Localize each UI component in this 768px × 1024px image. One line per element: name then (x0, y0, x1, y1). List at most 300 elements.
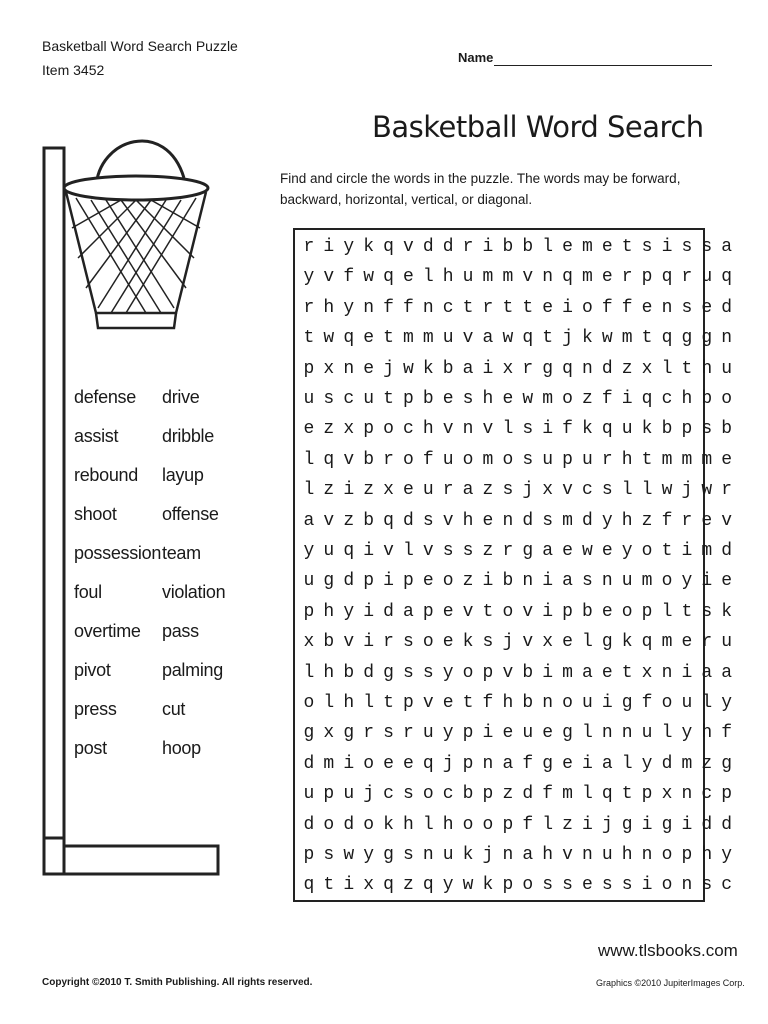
grid-letter[interactable]: s (462, 541, 474, 561)
grid-letter[interactable]: f (402, 297, 414, 318)
grid-letter[interactable]: v (323, 510, 335, 531)
grid-letter[interactable]: h (502, 693, 514, 713)
grid-letter[interactable]: w (462, 875, 474, 896)
grid-letter[interactable]: u (462, 267, 474, 288)
grid-letter[interactable]: l (303, 662, 315, 683)
grid-letter[interactable]: z (641, 510, 653, 531)
grid-letter[interactable]: x (542, 632, 554, 653)
grid-letter[interactable]: p (641, 784, 653, 805)
grid-letter[interactable]: o (641, 541, 653, 561)
grid-letter[interactable]: y (681, 571, 693, 592)
grid-letter[interactable]: d (522, 510, 534, 531)
grid-letter[interactable]: v (442, 419, 454, 440)
grid-letter[interactable]: c (721, 875, 733, 896)
grid-letter[interactable]: n (661, 662, 673, 683)
grid-letter[interactable]: o (363, 753, 375, 774)
grid-letter[interactable]: i (681, 662, 693, 683)
grid-letter[interactable]: v (422, 693, 434, 713)
grid-letter[interactable]: u (442, 328, 454, 349)
grid-letter[interactable]: m (641, 571, 653, 592)
grid-letter[interactable]: w (582, 541, 593, 561)
grid-letter[interactable]: l (422, 814, 434, 835)
grid-letter[interactable]: m (402, 328, 414, 349)
grid-letter[interactable]: g (522, 541, 534, 561)
grid-letter[interactable]: y (442, 662, 454, 683)
grid-letter[interactable]: t (641, 449, 653, 470)
grid-letter[interactable]: t (303, 328, 315, 349)
grid-letter[interactable]: h (402, 814, 414, 835)
grid-letter[interactable]: p (641, 267, 653, 288)
grid-letter[interactable]: l (582, 723, 593, 744)
grid-letter[interactable]: j (681, 480, 693, 501)
grid-letter[interactable]: w (661, 480, 673, 501)
grid-letter[interactable]: i (482, 237, 494, 257)
grid-letter[interactable]: s (701, 419, 713, 440)
grid-letter[interactable]: s (582, 571, 593, 592)
grid-letter[interactable]: s (621, 875, 633, 896)
grid-letter[interactable]: e (422, 571, 434, 592)
grid-letter[interactable]: e (562, 632, 573, 653)
grid-letter[interactable]: j (442, 753, 454, 774)
grid-letter[interactable]: g (621, 814, 633, 835)
grid-letter[interactable]: o (562, 389, 573, 409)
grid-letter[interactable]: w (343, 845, 355, 865)
grid-letter[interactable]: j (562, 328, 573, 349)
grid-letter[interactable]: t (621, 784, 633, 805)
grid-letter[interactable]: e (502, 389, 514, 409)
grid-letter[interactable]: o (402, 449, 414, 470)
grid-letter[interactable]: p (641, 601, 653, 622)
grid-letter[interactable]: r (303, 237, 315, 257)
grid-letter[interactable]: g (681, 328, 693, 349)
grid-letter[interactable]: p (402, 693, 414, 713)
grid-letter[interactable]: a (601, 753, 613, 774)
grid-letter[interactable]: m (681, 449, 693, 470)
grid-letter[interactable]: m (422, 328, 434, 349)
grid-letter[interactable]: f (641, 693, 653, 713)
grid-letter[interactable]: h (482, 389, 494, 409)
grid-letter[interactable]: r (701, 632, 713, 653)
grid-letter[interactable]: m (621, 328, 633, 349)
grid-letter[interactable]: g (601, 632, 613, 653)
grid-letter[interactable]: i (621, 389, 633, 409)
grid-letter[interactable]: d (661, 753, 673, 774)
grid-letter[interactable]: s (442, 541, 454, 561)
grid-letter[interactable]: i (482, 723, 494, 744)
grid-letter[interactable]: n (721, 328, 733, 349)
grid-letter[interactable]: u (701, 267, 713, 288)
grid-letter[interactable]: o (462, 662, 474, 683)
grid-letter[interactable]: d (522, 784, 534, 805)
grid-letter[interactable]: i (343, 753, 355, 774)
grid-letter[interactable]: r (303, 297, 315, 318)
grid-letter[interactable]: o (462, 449, 474, 470)
grid-letter[interactable]: y (442, 723, 454, 744)
grid-letter[interactable]: h (462, 510, 474, 531)
grid-letter[interactable]: i (582, 753, 593, 774)
grid-letter[interactable]: n (422, 297, 434, 318)
grid-letter[interactable]: v (343, 632, 355, 653)
grid-letter[interactable]: v (522, 601, 534, 622)
grid-letter[interactable]: o (522, 875, 534, 896)
grid-letter[interactable]: n (502, 510, 514, 531)
grid-letter[interactable]: e (442, 632, 454, 653)
grid-letter[interactable]: o (661, 693, 673, 713)
grid-letter[interactable]: l (363, 693, 375, 713)
grid-letter[interactable]: n (582, 358, 593, 379)
grid-letter[interactable]: k (582, 419, 593, 440)
grid-letter[interactable]: p (303, 845, 315, 865)
grid-letter[interactable]: s (701, 601, 713, 622)
grid-letter[interactable]: v (562, 480, 573, 501)
grid-letter[interactable]: u (621, 571, 633, 592)
grid-letter[interactable]: y (721, 845, 733, 865)
grid-letter[interactable]: o (383, 419, 394, 440)
grid-letter[interactable]: z (402, 875, 414, 896)
grid-letter[interactable]: m (582, 237, 593, 257)
grid-letter[interactable]: b (582, 601, 593, 622)
grid-letter[interactable]: n (621, 723, 633, 744)
grid-letter[interactable]: m (482, 449, 494, 470)
grid-letter[interactable]: g (323, 571, 335, 592)
grid-letter[interactable]: r (601, 449, 613, 470)
grid-letter[interactable]: b (323, 632, 335, 653)
grid-letter[interactable]: o (462, 814, 474, 835)
grid-letter[interactable]: f (621, 297, 633, 318)
grid-letter[interactable]: s (323, 389, 335, 409)
grid-letter[interactable]: t (621, 662, 633, 683)
grid-letter[interactable]: l (402, 541, 414, 561)
grid-letter[interactable]: j (502, 632, 514, 653)
grid-letter[interactable]: m (562, 662, 573, 683)
grid-letter[interactable]: s (562, 875, 573, 896)
grid-letter[interactable]: i (601, 693, 613, 713)
grid-letter[interactable]: c (442, 784, 454, 805)
grid-letter[interactable]: j (363, 784, 375, 805)
grid-letter[interactable]: v (522, 267, 534, 288)
grid-letter[interactable]: h (701, 723, 713, 744)
grid-letter[interactable]: y (681, 723, 693, 744)
grid-letter[interactable]: d (582, 510, 593, 531)
grid-letter[interactable]: u (363, 389, 375, 409)
grid-letter[interactable]: z (462, 571, 474, 592)
grid-letter[interactable]: b (363, 449, 375, 470)
grid-letter[interactable]: p (562, 449, 573, 470)
grid-letter[interactable]: r (442, 480, 454, 501)
grid-letter[interactable]: e (363, 358, 375, 379)
grid-letter[interactable]: b (343, 662, 355, 683)
grid-letter[interactable]: z (323, 480, 335, 501)
grid-letter[interactable]: q (601, 784, 613, 805)
grid-letter[interactable]: i (343, 480, 355, 501)
grid-letter[interactable]: p (303, 601, 315, 622)
grid-letter[interactable]: p (482, 662, 494, 683)
grid-letter[interactable]: d (343, 571, 355, 592)
grid-letter[interactable]: v (383, 541, 394, 561)
grid-letter[interactable]: f (422, 449, 434, 470)
grid-letter[interactable]: y (303, 541, 315, 561)
grid-letter[interactable]: o (661, 845, 673, 865)
grid-letter[interactable]: u (721, 632, 733, 653)
grid-letter[interactable]: g (701, 328, 713, 349)
grid-letter[interactable]: q (661, 267, 673, 288)
grid-letter[interactable]: s (522, 419, 534, 440)
grid-letter[interactable]: e (303, 419, 315, 440)
grid-letter[interactable]: q (562, 267, 573, 288)
grid-letter[interactable]: o (363, 814, 375, 835)
grid-letter[interactable]: u (681, 693, 693, 713)
grid-letter[interactable]: k (582, 328, 593, 349)
grid-letter[interactable]: q (661, 328, 673, 349)
grid-letter[interactable]: x (383, 480, 394, 501)
grid-letter[interactable]: a (482, 328, 494, 349)
grid-letter[interactable]: j (522, 480, 534, 501)
grid-letter[interactable]: z (343, 510, 355, 531)
grid-letter[interactable]: x (363, 875, 375, 896)
grid-letter[interactable]: i (542, 571, 554, 592)
grid-letter[interactable]: f (601, 297, 613, 318)
grid-letter[interactable]: l (661, 601, 673, 622)
grid-letter[interactable]: p (363, 571, 375, 592)
grid-letter[interactable]: t (681, 358, 693, 379)
grid-letter[interactable]: y (363, 845, 375, 865)
grid-letter[interactable]: s (601, 480, 613, 501)
grid-letter[interactable]: r (482, 297, 494, 318)
grid-letter[interactable]: k (641, 419, 653, 440)
grid-letter[interactable]: l (582, 632, 593, 653)
grid-letter[interactable]: v (343, 449, 355, 470)
grid-letter[interactable]: l (502, 419, 514, 440)
grid-letter[interactable]: i (482, 571, 494, 592)
grid-letter[interactable]: i (562, 297, 573, 318)
grid-letter[interactable]: x (502, 358, 514, 379)
grid-letter[interactable]: d (303, 753, 315, 774)
grid-letter[interactable]: h (442, 814, 454, 835)
grid-letter[interactable]: x (661, 784, 673, 805)
grid-letter[interactable]: d (343, 814, 355, 835)
grid-letter[interactable]: c (402, 419, 414, 440)
grid-letter[interactable]: t (482, 601, 494, 622)
grid-letter[interactable]: s (422, 510, 434, 531)
grid-letter[interactable]: m (562, 784, 573, 805)
grid-letter[interactable]: l (323, 693, 335, 713)
grid-letter[interactable]: i (343, 875, 355, 896)
grid-letter[interactable]: d (721, 297, 733, 318)
grid-letter[interactable]: p (422, 601, 434, 622)
grid-letter[interactable]: f (542, 784, 554, 805)
grid-letter[interactable]: e (442, 601, 454, 622)
grid-letter[interactable]: p (562, 601, 573, 622)
grid-letter[interactable]: z (562, 814, 573, 835)
grid-letter[interactable]: e (601, 267, 613, 288)
grid-letter[interactable]: h (343, 693, 355, 713)
grid-letter[interactable]: c (661, 389, 673, 409)
grid-letter[interactable]: u (641, 723, 653, 744)
grid-letter[interactable]: v (323, 267, 335, 288)
grid-letter[interactable]: c (582, 480, 593, 501)
grid-letter[interactable]: t (502, 297, 514, 318)
grid-letter[interactable]: v (422, 541, 434, 561)
grid-letter[interactable]: v (482, 419, 494, 440)
grid-letter[interactable]: z (482, 541, 494, 561)
grid-letter[interactable]: u (582, 693, 593, 713)
grid-letter[interactable]: b (502, 571, 514, 592)
grid-letter[interactable]: e (601, 541, 613, 561)
grid-letter[interactable]: w (522, 389, 534, 409)
grid-letter[interactable]: k (363, 237, 375, 257)
grid-letter[interactable]: q (383, 510, 394, 531)
grid-letter[interactable]: k (621, 632, 633, 653)
grid-letter[interactable]: x (343, 419, 355, 440)
grid-letter[interactable]: t (661, 541, 673, 561)
grid-letter[interactable]: l (661, 723, 673, 744)
grid-letter[interactable]: n (462, 419, 474, 440)
grid-letter[interactable]: z (363, 480, 375, 501)
grid-letter[interactable]: u (721, 358, 733, 379)
grid-letter[interactable]: k (462, 632, 474, 653)
grid-letter[interactable]: d (363, 662, 375, 683)
grid-letter[interactable]: o (303, 693, 315, 713)
grid-letter[interactable]: n (601, 571, 613, 592)
grid-letter[interactable]: u (303, 784, 315, 805)
grid-letter[interactable]: v (402, 237, 414, 257)
grid-letter[interactable]: u (323, 541, 335, 561)
grid-letter[interactable]: m (323, 753, 335, 774)
grid-letter[interactable]: a (502, 753, 514, 774)
grid-letter[interactable]: c (701, 784, 713, 805)
grid-letter[interactable]: n (601, 723, 613, 744)
grid-letter[interactable]: i (582, 814, 593, 835)
grid-letter[interactable]: s (402, 784, 414, 805)
grid-letter[interactable]: a (303, 510, 315, 531)
grid-letter[interactable]: r (383, 632, 394, 653)
grid-letter[interactable]: t (383, 328, 394, 349)
grid-letter[interactable]: m (681, 753, 693, 774)
grid-letter[interactable]: h (701, 358, 713, 379)
grid-letter[interactable]: t (462, 693, 474, 713)
grid-letter[interactable]: a (721, 662, 733, 683)
grid-letter[interactable]: m (661, 632, 673, 653)
grid-letter[interactable]: y (601, 510, 613, 531)
grid-letter[interactable]: t (383, 389, 394, 409)
grid-letter[interactable]: i (323, 237, 335, 257)
grid-letter[interactable]: b (363, 510, 375, 531)
grid-letter[interactable]: r (681, 510, 693, 531)
grid-letter[interactable]: p (402, 571, 414, 592)
grid-letter[interactable]: a (462, 358, 474, 379)
grid-letter[interactable]: p (681, 845, 693, 865)
grid-letter[interactable]: l (542, 237, 554, 257)
grid-letter[interactable]: t (462, 297, 474, 318)
grid-letter[interactable]: x (641, 662, 653, 683)
grid-letter[interactable]: g (661, 814, 673, 835)
grid-letter[interactable]: v (442, 510, 454, 531)
grid-letter[interactable]: g (542, 358, 554, 379)
grid-letter[interactable]: w (502, 328, 514, 349)
grid-letter[interactable]: e (601, 601, 613, 622)
grid-letter[interactable]: i (363, 601, 375, 622)
grid-letter[interactable]: s (482, 632, 494, 653)
grid-letter[interactable]: z (701, 753, 713, 774)
grid-letter[interactable]: x (542, 480, 554, 501)
grid-letter[interactable]: u (601, 845, 613, 865)
grid-letter[interactable]: p (721, 784, 733, 805)
grid-letter[interactable]: p (502, 875, 514, 896)
grid-letter[interactable]: a (582, 662, 593, 683)
grid-letter[interactable]: s (402, 845, 414, 865)
grid-letter[interactable]: n (343, 358, 355, 379)
grid-letter[interactable]: j (601, 814, 613, 835)
grid-letter[interactable]: e (482, 510, 494, 531)
grid-letter[interactable]: n (582, 845, 593, 865)
grid-letter[interactable]: o (582, 297, 593, 318)
grid-letter[interactable]: n (422, 845, 434, 865)
grid-letter[interactable]: t (621, 237, 633, 257)
grid-letter[interactable]: e (542, 723, 554, 744)
grid-letter[interactable]: a (701, 662, 713, 683)
grid-letter[interactable]: z (582, 389, 593, 409)
grid-letter[interactable]: e (562, 753, 573, 774)
grid-letter[interactable]: d (601, 358, 613, 379)
grid-letter[interactable]: e (402, 753, 414, 774)
grid-letter[interactable]: s (641, 237, 653, 257)
grid-letter[interactable]: p (363, 419, 375, 440)
grid-letter[interactable]: n (681, 875, 693, 896)
grid-letter[interactable]: i (641, 875, 653, 896)
grid-letter[interactable]: v (562, 845, 573, 865)
grid-letter[interactable]: l (701, 693, 713, 713)
grid-letter[interactable]: p (402, 389, 414, 409)
grid-letter[interactable]: m (701, 541, 713, 561)
grid-letter[interactable]: m (482, 267, 494, 288)
grid-letter[interactable]: v (721, 510, 733, 531)
grid-letter[interactable]: o (422, 632, 434, 653)
grid-letter[interactable]: c (343, 389, 355, 409)
grid-letter[interactable]: m (562, 510, 573, 531)
grid-letter[interactable]: r (502, 541, 514, 561)
grid-letter[interactable]: m (582, 267, 593, 288)
grid-letter[interactable]: b (661, 419, 673, 440)
grid-letter[interactable]: i (363, 632, 375, 653)
grid-letter[interactable]: u (343, 784, 355, 805)
grid-letter[interactable]: u (442, 845, 454, 865)
grid-letter[interactable]: r (721, 480, 733, 501)
grid-letter[interactable]: s (542, 875, 554, 896)
grid-letter[interactable]: e (601, 237, 613, 257)
grid-letter[interactable]: q (383, 267, 394, 288)
grid-letter[interactable]: w (323, 328, 335, 349)
grid-letter[interactable]: i (661, 237, 673, 257)
grid-letter[interactable]: a (462, 480, 474, 501)
grid-letter[interactable]: u (621, 419, 633, 440)
grid-letter[interactable]: o (721, 389, 733, 409)
grid-letter[interactable]: l (621, 480, 633, 501)
grid-letter[interactable]: h (323, 297, 335, 318)
grid-letter[interactable]: s (681, 237, 693, 257)
grid-letter[interactable]: r (383, 449, 394, 470)
grid-letter[interactable]: a (522, 845, 534, 865)
grid-letter[interactable]: e (681, 632, 693, 653)
grid-letter[interactable]: e (721, 571, 733, 592)
grid-letter[interactable]: b (462, 784, 474, 805)
grid-letter[interactable]: t (522, 297, 534, 318)
grid-letter[interactable]: g (721, 753, 733, 774)
grid-letter[interactable]: e (562, 237, 573, 257)
grid-letter[interactable]: i (542, 601, 554, 622)
grid-letter[interactable]: f (721, 723, 733, 744)
grid-letter[interactable]: w (363, 267, 375, 288)
grid-letter[interactable]: v (462, 601, 474, 622)
